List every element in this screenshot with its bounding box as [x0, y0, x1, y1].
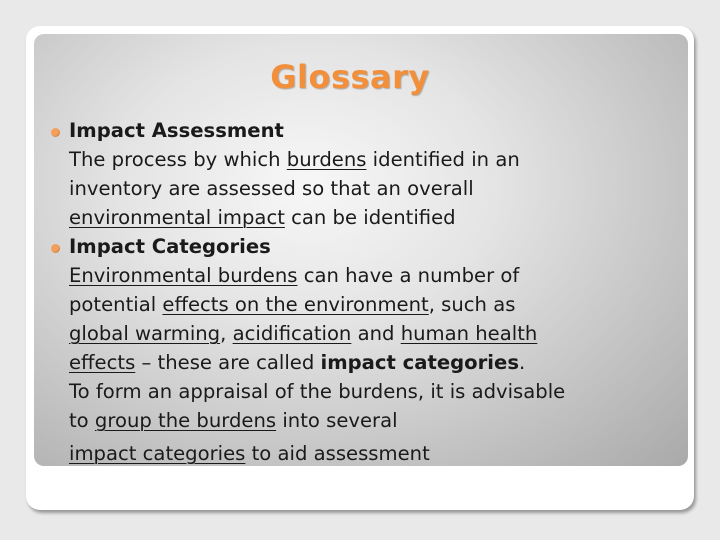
definition-line: environmental impact can be identified	[69, 206, 456, 229]
definition-line: inventory are assessed so that an overall	[69, 177, 474, 200]
slide-title: Glossary	[270, 58, 430, 96]
entry-heading: Impact Assessment	[69, 119, 284, 142]
underlined-term: burdens	[286, 148, 367, 171]
bold-term: impact categories	[320, 351, 519, 374]
underlined-term: group the burdens	[94, 409, 277, 432]
definition-line: To form an appraisal of the burdens, it is advisable	[69, 380, 566, 403]
definition-line: impact categories to aid assessment	[69, 442, 430, 465]
underlined-term: impact categories	[69, 442, 246, 465]
underlined-term: effects on the environment	[162, 293, 429, 316]
underlined-term: environmental impact	[69, 206, 285, 229]
definition-line: potential effects on the environment, such as	[69, 293, 516, 316]
definition-line: Environmental burdens can have a number of	[69, 264, 520, 287]
glossary-entry-impact-categories	[52, 232, 692, 468]
glossary-entry-impact-assessment	[52, 116, 692, 232]
definition-line: global warming, acidification and human health	[69, 322, 538, 345]
definition-line: effects – these are called impact categories.	[69, 351, 526, 374]
definition-line: The process by which burdens identified in an	[69, 148, 520, 171]
definition-line: to group the burdens into several	[69, 409, 398, 432]
underlined-term: global warming	[69, 322, 221, 345]
entry-heading: Impact Categories	[69, 235, 271, 258]
underlined-term: acidification	[232, 322, 352, 345]
glossary-content	[52, 116, 692, 468]
bullet-icon	[51, 244, 60, 253]
underlined-term: human health	[400, 322, 538, 345]
underlined-term: Environmental burdens	[69, 264, 298, 287]
bullet-icon	[51, 128, 60, 137]
underlined-term: effects	[69, 351, 136, 374]
